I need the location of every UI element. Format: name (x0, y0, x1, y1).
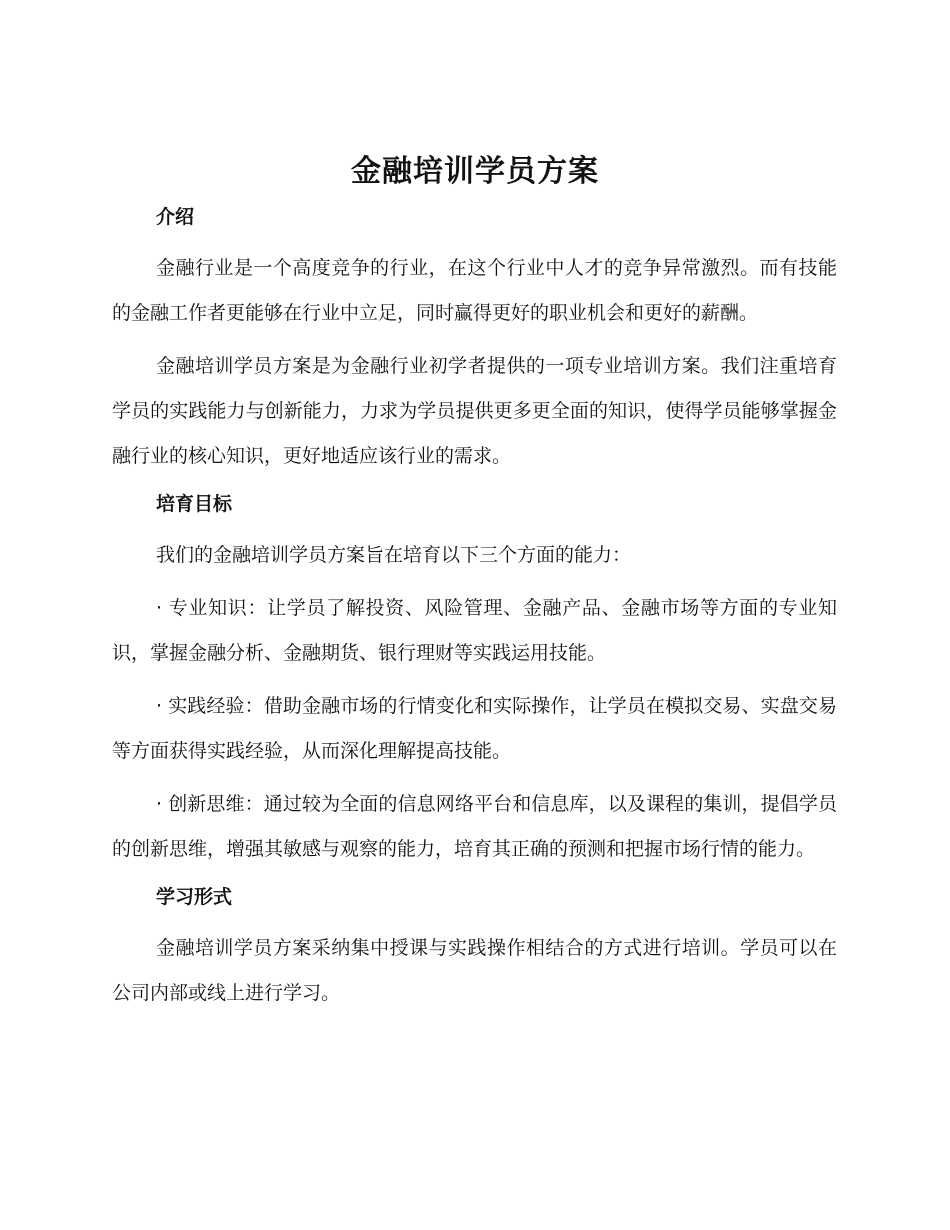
document-body (112, 200, 837, 1016)
bullet-item-practical-experience: · 实践经验：借助金融市场的行情变化和实际操作，让学员在模拟交易、实盘交易等方面获得实践经验，从而深化理解提高技能。 (112, 695, 837, 762)
bullet-item-professional-knowledge: · 专业知识：让学员了解投资、风险管理、金融产品、金融市场等方面的专业知识，掌握金融分析、金融期货、银行理财等实践运用技能。 (112, 597, 837, 664)
bullet-item-innovative-thinking: · 创新思维：通过较为全面的信息网络平台和信息库，以及课程的集训，提倡学员的创新思维，增强其敏感与观察的能力，培育其正确的预测和把握市场行情的能力。 (112, 793, 837, 860)
paragraph: 我们的金融培训学员方案旨在培育以下三个方面的能力： (156, 544, 632, 566)
section-heading-introduction: 介绍 (156, 206, 195, 228)
page-title: 金融培训学员方案 (351, 154, 599, 189)
section-heading-learning-format: 学习形式 (156, 886, 233, 908)
paragraph: 金融培训学员方案采纳集中授课与实践操作相结合的方式进行培训。学员可以在公司内部或线上进行学习。 (112, 937, 837, 1004)
section-heading-training-goals: 培育目标 (156, 493, 233, 515)
paragraph: 金融培训学员方案是为金融行业初学者提供的一项专业培训方案。我们注重培育学员的实践能力与创新能力，力求为学员提供更多更全面的知识，使得学员能够掌握金融行业的核心知识，更好地适应该行业的需求。 (112, 355, 837, 467)
paragraph: 金融行业是一个高度竞争的行业，在这个行业中人才的竞争异常激烈。而有技能的金融工作者更能够在行业中立足，同时赢得更好的职业机会和更好的薪酬。 (112, 257, 837, 324)
